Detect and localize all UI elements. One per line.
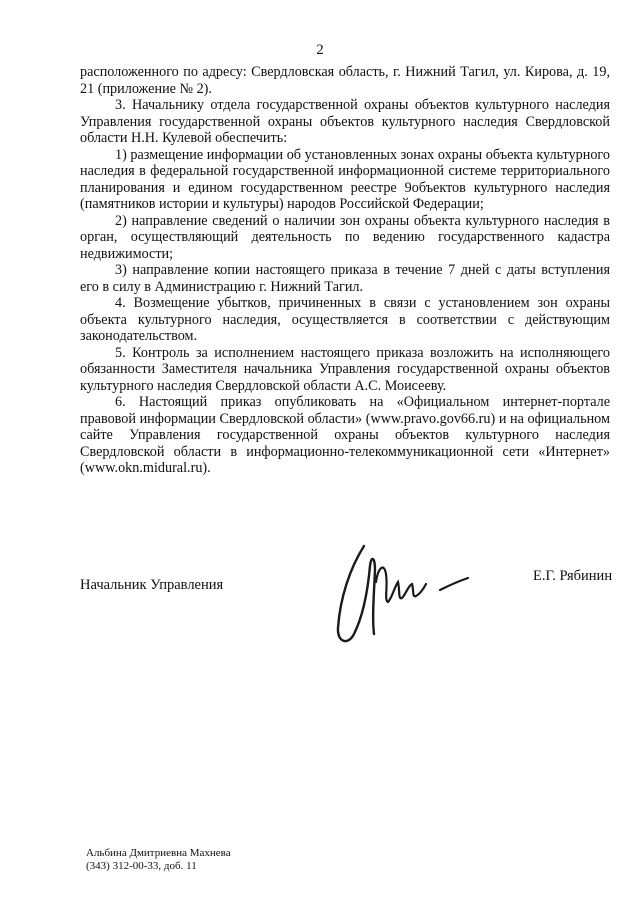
signatory-title: Начальник Управления [80,577,224,593]
paragraph-item-6: 6. Настоящий приказ опубликовать на «Официальном интернет-портале правовой информации Свердловской области» (www.pravo.gov66.ru) и на официальном сайте Управления государственной охраны объектов культурного наследия Свердловской области в информационно-телекоммуникационной сети «Интернет» (www.okn.midural.ru). [80,394,610,476]
signatory-name: Е.Г. Рябинин [533,568,613,584]
paragraph-subitem-1: 1) размещение информации об установленных зонах охраны объекта культурного наследия в федеральной государственной информационной системе территориального планирования и едином государственном реестре 9объектов культурного наследия (памятников истории и культуры) народов Российской Федерации; [80,146,610,212]
paragraph-subitem-3: 3) направление копии настоящего приказа в течение 7 дней с даты вступления его в силу в Администрацию г. Нижний Тагил. [80,262,610,295]
executor-phone: (343) 312-00-33, доб. 11 [86,859,197,872]
paragraph-item-5: 5. Контроль за исполнением настоящего приказа возложить на исполняющего обязанности Заместителя начальника Управления государственной охраны объектов культурного наследия Свердловской области А.С. Моисееву. [80,344,610,394]
paragraph-item-3: 3. Начальнику отдела государственной охраны объектов культурного наследия Управления государственной охраны объектов культурного наследия Свердловской области Н.Н. Кулевой обеспечить: [80,97,610,146]
executor-info [86,847,231,872]
executor-name: Альбина Дмитриевна Махнева [86,847,231,859]
handwritten-signature [328,538,478,653]
paragraph-continuation: расположенного по адресу: Свердловская область, г. Нижний Тагил, ул. Кирова, д. 19, 21 (приложение № 2). [80,64,610,97]
page-number: 2 [316,42,324,58]
document-body [80,64,610,477]
paragraph-subitem-2: 2) направление сведений о наличии зон охраны объекта культурного наследия в орган, осуществляющий деятельность по ведению государственного кадастра недвижимости; [80,212,610,262]
paragraph-item-4: 4. Возмещение убытков, причиненных в связи с установлением зон охраны объекта культурного наследия, осуществляется в соответствии с действующим законодательством. [80,295,610,344]
